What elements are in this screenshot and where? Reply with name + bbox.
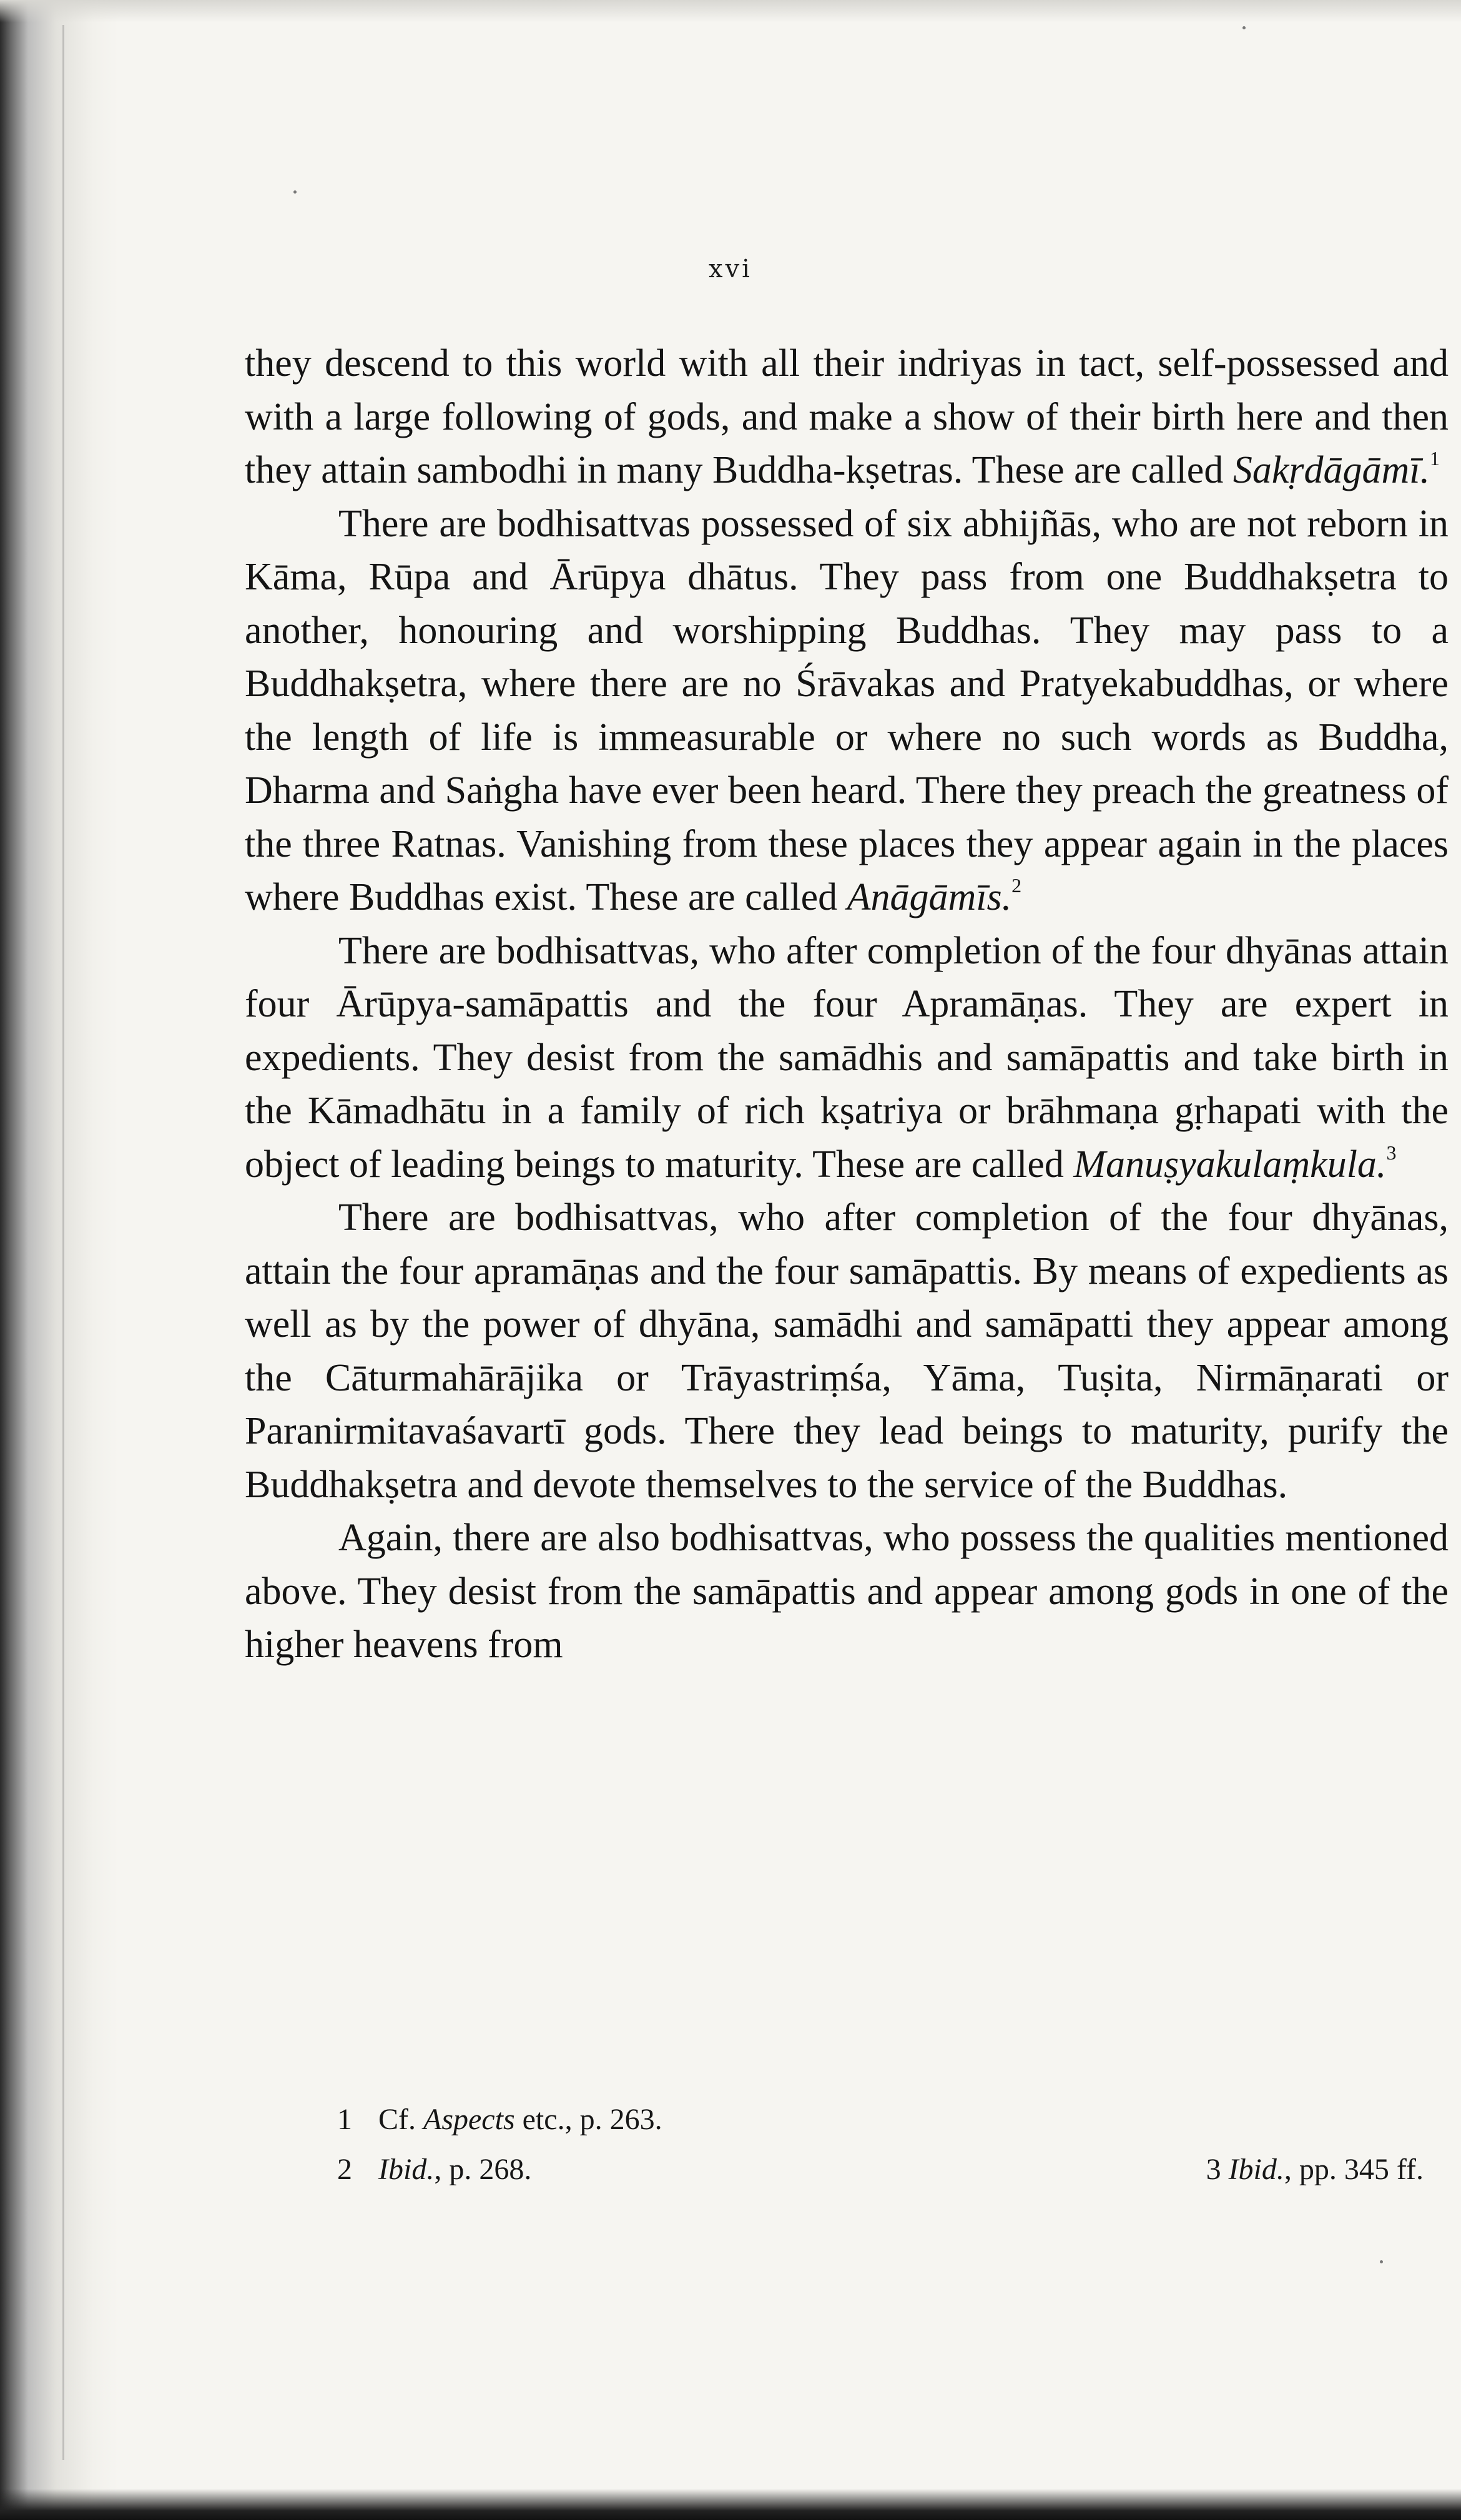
paragraph-text: There are bodhisattvas, who after completion of the four dhyānas, attain the four apramāṇas and the four samāpattis. By means of expedients as well as by the power of dhyāna, samādhi and samāpatti they appear among the Cāturmahārājika or Trāyastriṃśa, Yāma, Tuṣita, Nirmāṇarati or Paranirmitavaśavartī gods. There they lead beings to maturity, purify the Buddhakṣetra and devote themselves to the service of the Buddhas. — [245, 1196, 1449, 1506]
paragraph-higher-heavens — [245, 1512, 1449, 1672]
paragraph-text: There are bodhisattvas possessed of six abhijñās, who are not reborn in Kāma, Rūpa and Ārūpya dhātus. They pass from one Buddhakṣetra to another, honouring and worshipping Buddhas. They may pass to a Buddhakṣetra, where there are no Śrāvakas and Pratyekabuddhas, or where the length of life is immeasurable or where no such words as Buddha, Dharma and Saṅgha have ever been heard. There they preach the greatness of the three Ratnas. Vanishing from these places they appear again in the places where Buddhas exist. These are called — [245, 502, 1449, 918]
footnote-3 — [1206, 2145, 1424, 2195]
footnote-ref-1[interactable]: 1 — [1429, 447, 1440, 470]
footnote-title: Aspects — [423, 2103, 515, 2136]
footnote-number: 2 — [337, 2153, 352, 2186]
top-page-edge — [0, 0, 1461, 22]
term-anagamis: Anāgāmīs. — [847, 876, 1012, 918]
paragraph-heavens — [245, 1191, 1449, 1512]
footnote-ref-2[interactable]: 2 — [1011, 874, 1022, 897]
paragraph-text: There are bodhisattvas, who after completion of the four dhyānas attain four Ārūpya-samāpattis and the four Apramāṇas. They are expert in expedients. They desist from the samādhis and samāpattis and take birth in the Kāmadhātu in a family of rich kṣatriya or brāhmaṇa gṛhapati with the object of leading beings to maturity. These are called — [245, 929, 1449, 1186]
paragraph-sakrdagami — [245, 337, 1449, 498]
footnote-text: , pp. 345 ff. — [1284, 2153, 1424, 2186]
binding-shadow — [0, 0, 119, 2520]
footnote-number: 3 — [1206, 2153, 1221, 2186]
main-text — [245, 337, 1449, 1672]
term-manusyakulamkula: Manuṣyakulaṃkula. — [1073, 1143, 1387, 1186]
footnote-ref-3[interactable]: 3 — [1386, 1141, 1397, 1164]
footnote-2 — [337, 2153, 531, 2186]
footnote-row-2 — [337, 2145, 1424, 2195]
footnote-text: Cf. — [378, 2103, 423, 2136]
footnote-title: Ibid. — [378, 2153, 435, 2186]
footnote-text: , p. 268. — [434, 2153, 532, 2186]
footnote-text: etc., p. 263. — [514, 2103, 662, 2136]
paragraph-text: they descend to this world with all their indriyas in tact, self-possessed and with a large following of gods, and make a show of their birth here and then they attain sambodhi in many Buddha-kṣetras. These are called — [245, 342, 1449, 491]
footnote-title: Ibid. — [1228, 2153, 1284, 2186]
footnotes — [337, 2095, 1424, 2195]
binding-crease — [62, 25, 64, 2460]
term-sakrdagami: Sakṛdāgāmī. — [1232, 449, 1430, 491]
paragraph-manusyakulamkula — [245, 925, 1449, 1192]
bottom-page-edge — [0, 2489, 1461, 2520]
scan-speck — [1380, 2260, 1383, 2263]
scan-speck — [293, 190, 297, 194]
page-number: xvi — [709, 255, 752, 283]
footnote-1 — [337, 2095, 1424, 2145]
scan-speck — [1242, 26, 1246, 29]
paragraph-anagamis — [245, 498, 1449, 925]
paragraph-text: Again, there are also bodhisattvas, who possess the qualities mentioned above. They desist from the samāpattis and appear among gods in one of the higher heavens from — [245, 1517, 1449, 1666]
footnote-number: 1 — [337, 2103, 352, 2136]
